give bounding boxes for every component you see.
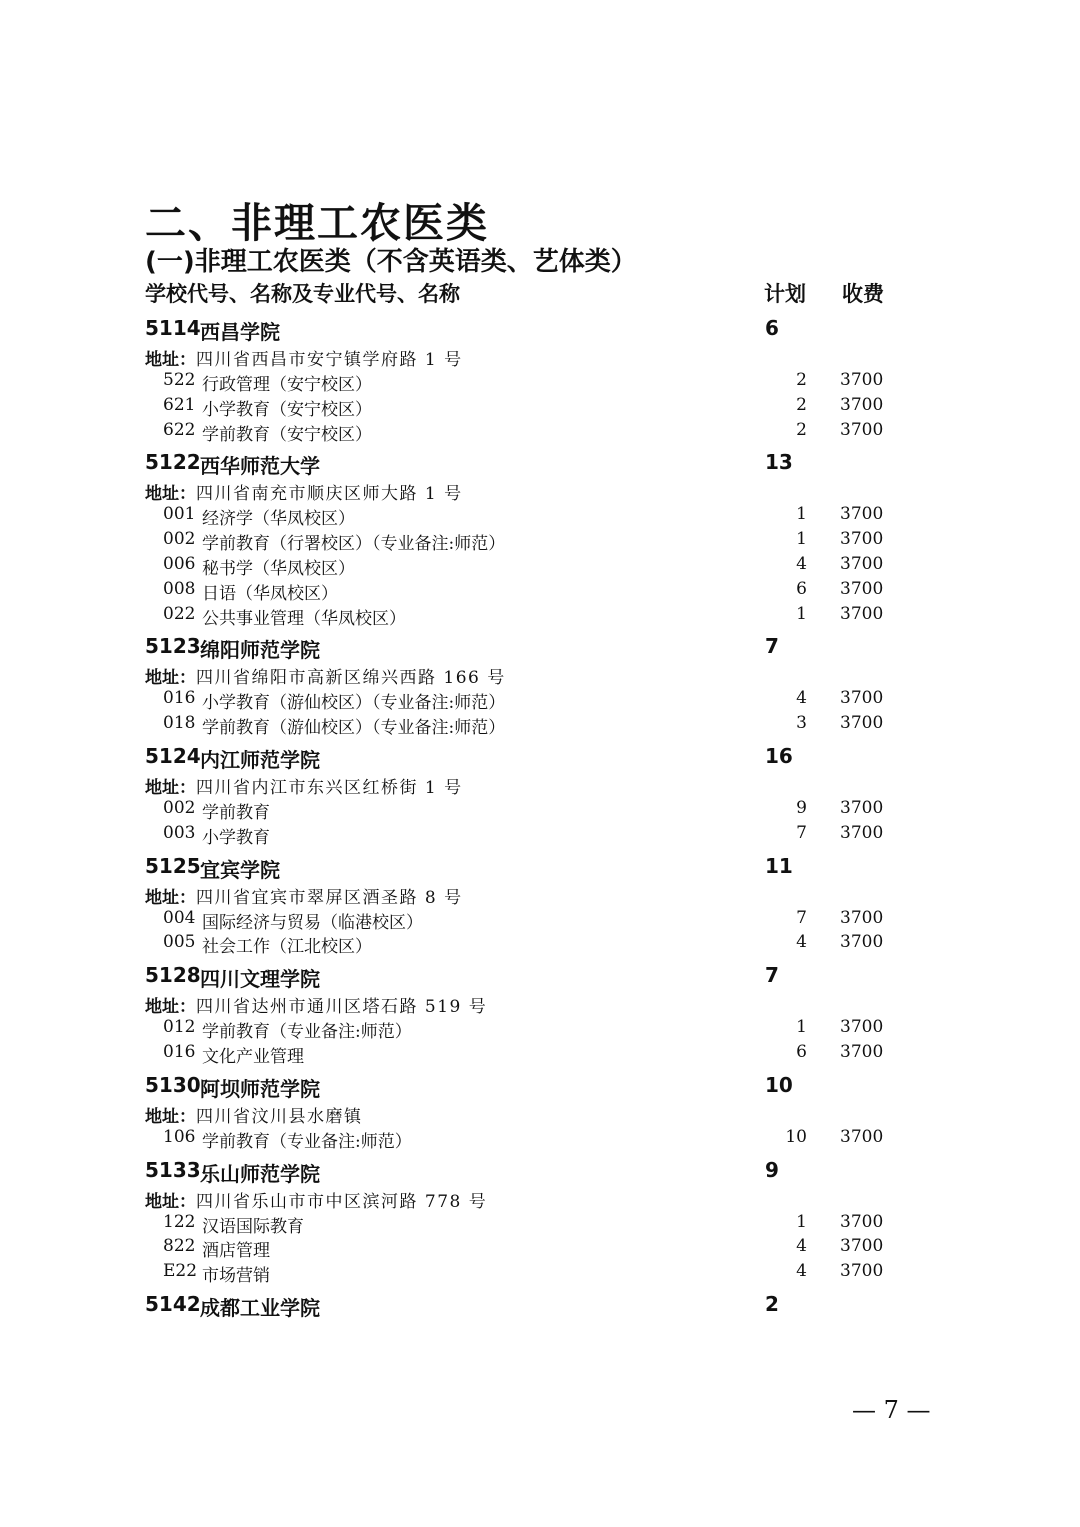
major-plan: 2 [796, 394, 807, 415]
header-name: 学校代号、名称及专业代号、名称 [145, 282, 460, 306]
major-code: 822 [163, 1236, 196, 1257]
major-name: 文化产业管理 [202, 1046, 304, 1067]
school-name: 乐山师范学院 [200, 1161, 320, 1186]
school-row [145, 632, 905, 663]
school-address [145, 992, 905, 1016]
major-row [145, 578, 905, 603]
school-plan: 2 [765, 1291, 779, 1316]
major-code: 106 [163, 1126, 196, 1147]
school-plan: 6 [765, 316, 779, 340]
major-fee: 3700 [840, 419, 884, 440]
major-row [145, 553, 905, 578]
major-code: 622 [163, 419, 196, 440]
major-fee: 3700 [840, 394, 884, 415]
major-name: 行政管理（安宁校区） [202, 375, 372, 395]
major-name: 学前教育（安宁校区） [202, 424, 372, 445]
major-name: 学前教育 [202, 802, 270, 823]
school-plan: 11 [765, 853, 793, 878]
address-label: 地址： [145, 484, 196, 505]
address-value: 四川省绵阳市高新区绵兴西路 166 号 [196, 668, 506, 689]
address-value: 四川省南充市顺庆区师大路 1 号 [196, 484, 463, 505]
major-fee: 3700 [840, 1261, 884, 1282]
school-name: 西华师范大学 [200, 454, 320, 479]
school-name: 阿坝师范学院 [200, 1076, 320, 1101]
school-row [145, 314, 905, 345]
header-plan: 计划 [764, 282, 806, 306]
school-row [145, 852, 905, 883]
major-row [145, 687, 905, 712]
school-plan: 7 [765, 963, 779, 988]
major-code: 002 [163, 529, 196, 550]
major-plan: 4 [796, 553, 807, 574]
major-fee: 3700 [840, 529, 884, 550]
major-fee: 3700 [840, 822, 884, 843]
major-name: 学前教育（行署校区）（专业备注:师范） [202, 534, 506, 555]
major-fee: 3700 [840, 1236, 884, 1257]
major-code: 003 [163, 822, 196, 843]
school-address [145, 479, 905, 503]
school-code: 5125 [145, 853, 201, 878]
major-code: 001 [163, 504, 196, 525]
major-code: 621 [163, 394, 196, 415]
major-plan: 1 [796, 1211, 807, 1232]
major-row [145, 1041, 905, 1066]
school-row [145, 961, 905, 992]
address-label: 地址： [145, 668, 196, 689]
major-name: 公共事业管理（华凤校区） [202, 608, 406, 629]
school-address [145, 663, 905, 687]
school-name: 宜宾学院 [200, 857, 280, 882]
major-row [145, 822, 905, 847]
address-value: 四川省汶川县水磨镇 [196, 1106, 363, 1127]
major-code: E22 [163, 1261, 198, 1282]
major-name: 学前教育（专业备注:师范） [202, 1131, 412, 1152]
major-row [145, 1211, 905, 1236]
major-row [145, 603, 905, 628]
school-address [145, 1187, 905, 1211]
major-code: 002 [163, 797, 196, 818]
major-fee: 3700 [840, 1017, 884, 1038]
major-plan: 4 [796, 1261, 807, 1282]
major-fee: 3700 [840, 504, 884, 525]
major-plan: 7 [796, 822, 807, 843]
school-address [145, 1102, 905, 1126]
major-name: 小学教育 [202, 827, 270, 848]
major-plan: 1 [796, 1017, 807, 1038]
address-value: 四川省内江市东兴区红桥街 1 号 [196, 777, 463, 798]
school-code: 5122 [145, 450, 201, 475]
address-value: 四川省西昌市安宁镇学府路 1 号 [196, 350, 463, 370]
major-code: 016 [163, 688, 196, 709]
major-row [145, 907, 905, 932]
major-name: 小学教育（游仙校区）（专业备注:师范） [202, 693, 506, 714]
major-fee: 3700 [840, 907, 884, 928]
address-label: 地址： [145, 1191, 196, 1212]
major-name: 秘书学（华凤校区） [202, 558, 355, 579]
major-row [145, 1260, 905, 1285]
major-plan: 7 [796, 907, 807, 928]
major-fee: 3700 [840, 1041, 884, 1062]
major-row [145, 712, 905, 737]
major-name: 日语（华凤校区） [202, 583, 338, 604]
major-plan: 10 [785, 1126, 807, 1147]
major-plan: 6 [796, 1041, 807, 1062]
major-name: 酒店管理 [202, 1241, 270, 1262]
major-row [145, 394, 905, 419]
school-row [145, 1156, 905, 1187]
school-row [145, 1071, 905, 1102]
table-header [145, 278, 905, 308]
school-code: 5128 [145, 963, 201, 988]
major-plan: 1 [796, 603, 807, 624]
major-plan: 9 [796, 797, 807, 818]
school-address [145, 773, 905, 797]
address-value: 四川省达州市通川区塔石路 519 号 [196, 997, 488, 1018]
major-code: 522 [163, 370, 196, 390]
major-plan: 4 [796, 932, 807, 953]
major-code: 016 [163, 1041, 196, 1062]
major-row [145, 369, 905, 394]
school-plan: 16 [765, 743, 793, 768]
major-name: 学前教育（游仙校区）（专业备注:师范） [202, 718, 506, 739]
major-name: 汉语国际教育 [202, 1216, 304, 1237]
major-fee: 3700 [840, 932, 884, 953]
school-plan: 13 [765, 450, 793, 475]
major-row [145, 503, 905, 528]
address-label: 地址： [145, 1106, 196, 1127]
major-fee: 3700 [840, 1126, 884, 1147]
major-plan: 4 [796, 1236, 807, 1257]
address-value: 四川省乐山市市中区滨河路 778 号 [196, 1191, 488, 1212]
major-code: 122 [163, 1211, 196, 1232]
major-code: 004 [163, 907, 196, 928]
major-name: 国际经济与贸易（临港校区） [202, 912, 423, 933]
major-plan: 1 [796, 529, 807, 550]
school-code: 5124 [145, 743, 201, 768]
school-plan: 7 [765, 634, 779, 659]
major-name: 经济学（华凤校区） [202, 509, 355, 530]
page-number: — 7 — [852, 1396, 931, 1424]
major-name: 学前教育（专业备注:师范） [202, 1022, 412, 1043]
school-address [145, 345, 905, 369]
school-list [145, 314, 905, 1321]
school-row [145, 1290, 905, 1321]
school-code: 5142 [145, 1291, 201, 1316]
school-row [145, 742, 905, 773]
major-plan: 2 [796, 419, 807, 440]
address-label: 地址： [145, 350, 196, 370]
school-name: 成都工业学院 [200, 1295, 320, 1320]
major-row [145, 1235, 905, 1260]
major-fee: 3700 [840, 688, 884, 709]
address-label: 地址： [145, 777, 196, 798]
major-plan: 4 [796, 688, 807, 709]
major-name: 小学教育（安宁校区） [202, 399, 372, 420]
major-fee: 3700 [840, 713, 884, 734]
major-plan: 6 [796, 578, 807, 599]
major-code: 018 [163, 713, 196, 734]
school-code: 5133 [145, 1157, 201, 1182]
major-row [145, 931, 905, 956]
school-plan: 10 [765, 1072, 793, 1097]
header-fee: 收费 [842, 282, 884, 306]
school-plan: 9 [765, 1157, 779, 1182]
major-fee: 3700 [840, 603, 884, 624]
school-name: 西昌学院 [200, 320, 280, 344]
school-row [145, 448, 905, 479]
school-code: 5130 [145, 1072, 201, 1097]
major-fee: 3700 [840, 797, 884, 818]
school-name: 绵阳师范学院 [200, 638, 320, 663]
major-code: 008 [163, 578, 196, 599]
school-name: 四川文理学院 [200, 967, 320, 992]
major-plan: 2 [796, 370, 807, 390]
school-name: 内江师范学院 [200, 747, 320, 772]
major-code: 012 [163, 1017, 196, 1038]
major-plan: 3 [796, 713, 807, 734]
major-code: 006 [163, 553, 196, 574]
major-name: 社会工作（江北校区） [202, 937, 372, 958]
school-code: 5123 [145, 634, 201, 659]
school-code: 5114 [145, 316, 201, 340]
address-label: 地址： [145, 997, 196, 1018]
major-row [145, 797, 905, 822]
major-name: 市场营销 [202, 1266, 270, 1287]
major-row [145, 1126, 905, 1151]
address-value: 四川省宜宾市翠屏区酒圣路 8 号 [196, 887, 463, 908]
address-label: 地址： [145, 887, 196, 908]
major-fee: 3700 [840, 370, 884, 390]
major-row [145, 1016, 905, 1041]
major-row [145, 528, 905, 553]
subsection-title: (一)非理工农医类（不含英语类、艺体类） [145, 247, 637, 277]
major-fee: 3700 [840, 553, 884, 574]
major-plan: 1 [796, 504, 807, 525]
major-row [145, 419, 905, 444]
major-code: 005 [163, 932, 196, 953]
section-title: 二、非理工农医类 [145, 199, 489, 247]
school-address [145, 883, 905, 907]
major-fee: 3700 [840, 578, 884, 599]
major-fee: 3700 [840, 1211, 884, 1232]
major-code: 022 [163, 603, 196, 624]
